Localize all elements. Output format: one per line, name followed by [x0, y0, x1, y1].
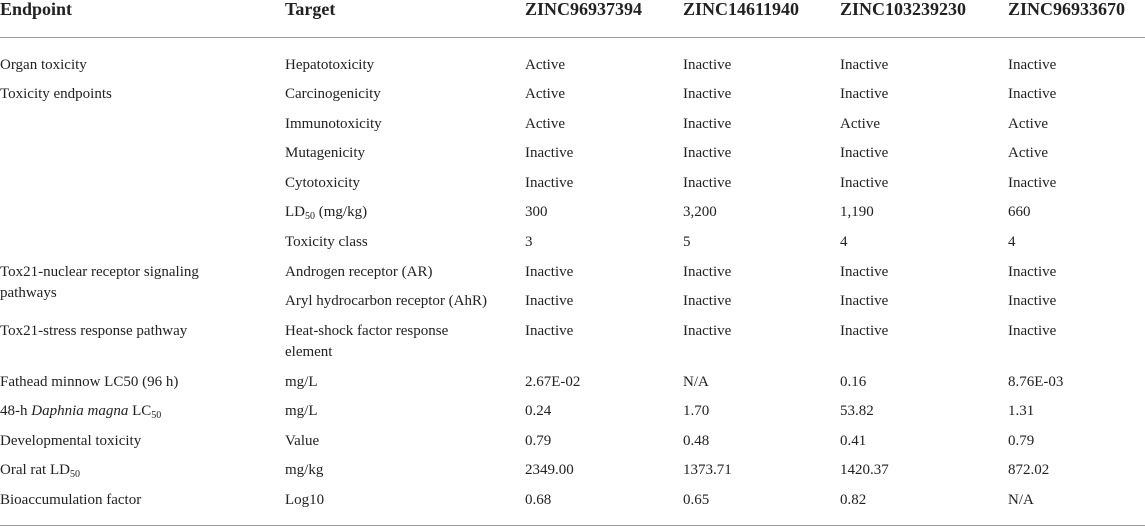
value-cell: 300	[525, 204, 548, 220]
value-cell: Inactive	[840, 57, 889, 73]
value-cell: Inactive	[840, 264, 889, 280]
value-cell: 3,200	[683, 204, 717, 220]
value-cell: Inactive	[683, 57, 732, 73]
header-target: Target	[285, 0, 336, 19]
value-cell: 660	[1008, 204, 1031, 220]
endpoint-cell: Organ toxicity	[0, 57, 87, 73]
value-cell: Inactive	[525, 293, 574, 309]
target-cell: Toxicity class	[285, 234, 368, 250]
value-cell: Inactive	[1008, 293, 1057, 309]
target-cell: Value	[285, 433, 320, 449]
target-cell: mg/L	[285, 374, 318, 390]
value-cell: 2.67E-02	[525, 374, 581, 390]
target-cell: Log10	[285, 492, 325, 508]
value-cell: Inactive	[1008, 323, 1057, 339]
target-cell: Cytotoxicity	[285, 175, 360, 191]
value-cell: 1420.37	[840, 462, 889, 478]
value-cell: Inactive	[525, 175, 574, 191]
target-cell: mg/kg	[285, 462, 324, 478]
value-cell: Inactive	[1008, 86, 1057, 102]
value-cell: N/A	[1008, 492, 1034, 508]
value-cell: 1.31	[1008, 403, 1035, 419]
value-cell: Active	[1008, 145, 1048, 161]
value-cell: Inactive	[525, 264, 574, 280]
value-cell: 2349.00	[525, 462, 574, 478]
endpoint-cell: Fathead minnow LC50 (96 h)	[0, 374, 179, 390]
value-cell: Inactive	[525, 145, 574, 161]
endpoint-cell: 48-h Daphnia magna $LC_{50}$	[0, 403, 162, 421]
value-cell: Inactive	[683, 145, 732, 161]
value-cell: Inactive	[840, 323, 889, 339]
value-cell: Inactive	[840, 293, 889, 309]
value-cell: Inactive	[683, 323, 732, 339]
target-cell: Heat-shock factor response	[285, 323, 449, 339]
value-cell: Active	[525, 116, 565, 132]
endpoint-cell: Bioaccumulation factor	[0, 492, 142, 508]
value-cell: Inactive	[1008, 264, 1057, 280]
endpoint-cell: Toxicity endpoints	[0, 86, 112, 102]
header-divider	[0, 37, 1145, 38]
endpoint-cell: pathways	[0, 285, 57, 301]
value-cell: 0.65	[683, 492, 710, 508]
header-compound-4: ZINC96933670	[1008, 0, 1126, 19]
value-cell: N/A	[683, 374, 709, 390]
value-cell: 0.16	[840, 374, 867, 390]
value-cell: 1.70	[683, 403, 710, 419]
target-cell: Immunotoxicity	[285, 116, 382, 132]
value-cell: 0.82	[840, 492, 867, 508]
value-cell: 5	[683, 234, 691, 250]
value-cell: Active	[1008, 116, 1048, 132]
value-cell: Inactive	[1008, 57, 1057, 73]
value-cell: Inactive	[683, 116, 732, 132]
value-cell: 1373.71	[683, 462, 732, 478]
target-cell: $LD_{50}$ (mg/kg)	[285, 204, 368, 222]
value-cell: Inactive	[683, 86, 732, 102]
value-cell: 1,190	[840, 204, 874, 220]
target-cell: Mutagenicity	[285, 145, 365, 161]
value-cell: Inactive	[683, 264, 732, 280]
value-cell: Inactive	[840, 145, 889, 161]
value-cell: 4	[1008, 234, 1016, 250]
value-cell: 53.82	[840, 403, 874, 419]
value-cell: 0.24	[525, 403, 552, 419]
value-cell: Active	[525, 57, 565, 73]
endpoint-cell: Developmental toxicity	[0, 433, 142, 449]
value-cell: Active	[840, 116, 880, 132]
endpoint-cell: Tox21-nuclear receptor signaling	[0, 264, 199, 280]
header-compound-2: ZINC14611940	[683, 0, 800, 19]
value-cell: 8.76E-03	[1008, 374, 1064, 390]
value-cell: Inactive	[840, 175, 889, 191]
value-cell: 872.02	[1008, 462, 1050, 478]
header-endpoint: Endpoint	[0, 0, 73, 19]
value-cell: 0.79	[525, 433, 552, 449]
target-cell: Hepatotoxicity	[285, 57, 375, 73]
target-cell: Androgen receptor (AR)	[285, 264, 433, 280]
value-cell: 4	[840, 234, 848, 250]
value-cell: Inactive	[683, 293, 732, 309]
target-cell: Aryl hydrocarbon receptor (AhR)	[285, 293, 488, 309]
value-cell: 3	[525, 234, 533, 250]
table-bottom-rule	[0, 525, 1145, 526]
header-compound-3: ZINC103239230	[840, 0, 967, 19]
value-cell: Inactive	[840, 86, 889, 102]
target-cell: Carcinogenicity	[285, 86, 381, 102]
endpoint-cell: Oral rat $LD_{50}$	[0, 462, 80, 480]
target-cell: element	[285, 344, 333, 360]
value-cell: Active	[525, 86, 565, 102]
endpoint-cell: Tox21-stress response pathway	[0, 323, 188, 339]
value-cell: Inactive	[1008, 175, 1057, 191]
value-cell: Inactive	[525, 323, 574, 339]
value-cell: 0.41	[840, 433, 867, 449]
value-cell: Inactive	[683, 175, 732, 191]
target-cell: mg/L	[285, 403, 318, 419]
header-compound-1: ZINC96937394	[525, 0, 643, 19]
value-cell: 0.48	[683, 433, 710, 449]
value-cell: 0.68	[525, 492, 552, 508]
value-cell: 0.79	[1008, 433, 1035, 449]
